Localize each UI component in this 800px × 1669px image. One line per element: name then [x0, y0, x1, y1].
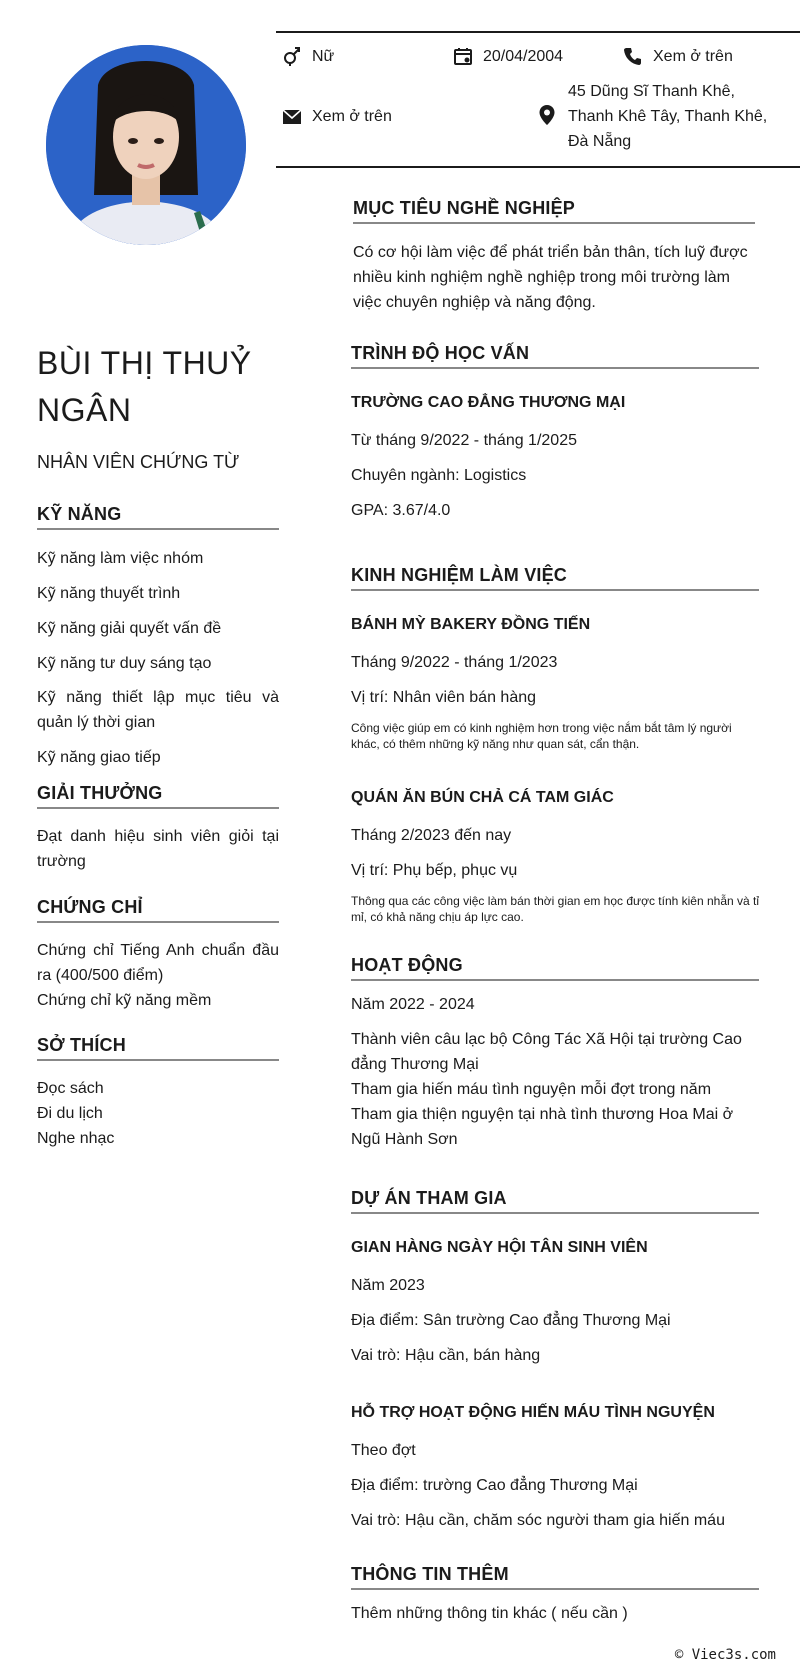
section-heading: MỤC TIÊU NGHỀ NGHIỆP [353, 196, 755, 224]
location-pin-icon [538, 104, 556, 126]
project-name: GIAN HÀNG NGÀY HỘI TÂN SINH VIÊN [351, 1239, 648, 1256]
section-heading: THÔNG TIN THÊM [351, 1562, 759, 1590]
awards-section [37, 781, 279, 874]
job-company: QUÁN ĂN BÚN CHẢ CÁ TAM GIÁC [351, 789, 614, 806]
job-title: NHÂN VIÊN CHỨNG TỪ [37, 452, 240, 472]
list-item: Kỹ năng giải quyết vấn đề [37, 620, 222, 637]
list-item: Kỹ năng tư duy sáng tạo [37, 655, 212, 672]
list-item: Đạt danh hiệu sinh viên giỏi tại trường [37, 828, 279, 870]
activities-period: Năm 2022 - 2024 [351, 996, 475, 1013]
list-item: Kỹ năng giao tiếp [37, 749, 161, 766]
list-item: Chứng chỉ Tiếng Anh chuẩn đầu ra (400/500 điểm) [37, 942, 279, 984]
education-gpa: GPA: 3.67/4.0 [351, 502, 451, 519]
portrait-image [46, 45, 246, 245]
extra-info-text: Thêm những thông tin khác ( nếu cần ) [351, 1605, 628, 1622]
list-item: Tham gia hiến máu tình nguyện mỗi đợt trong năm [351, 1081, 712, 1098]
gender-icon [282, 45, 302, 67]
list-item: Tham gia thiện nguyện tại nhà tình thương Hoa Mai ở Ngũ Hành Sơn [351, 1106, 734, 1148]
experience-section [351, 563, 759, 925]
job-position: Vị trí: Phụ bếp, phục vụ [351, 862, 518, 879]
section-heading: KINH NGHIỆM LÀM VIỆC [351, 563, 759, 591]
calendar-icon [453, 46, 473, 66]
section-heading: HOẠT ĐỘNG [351, 953, 759, 981]
education-section [351, 341, 759, 523]
section-heading: GIẢI THƯỞNG [37, 781, 279, 809]
objective-section [353, 196, 755, 315]
extra-info-section [351, 1562, 759, 1626]
job-description: Công việc giúp em có kinh nghiệm hơn trong việc nắm bắt tâm lý người khác, có thêm những kỹ năng như quan sát, cẩn thận. [351, 721, 732, 751]
section-heading: SỞ THÍCH [37, 1033, 279, 1061]
candidate-name: BÙI THỊ THUỶ NGÂN [37, 345, 252, 428]
job-description: Thông qua các công việc làm bán thời gian em học được tính kiên nhẫn và tỉ mỉ, có khả năng chịu áp lực cao. [351, 894, 760, 924]
footer-watermark: © Viec3s.com [674, 1647, 776, 1663]
list-item: Đọc sách [37, 1080, 104, 1097]
hobbies-section [37, 1033, 279, 1151]
list-item: Kỹ năng thuyết trình [37, 585, 181, 602]
certificates-section [37, 895, 279, 1013]
objective-text: Có cơ hội làm việc để phát triển bản thân, tích luỹ được nhiều kinh nghiệm nghề nghiệp trong môi trường làm việc chuyên nghiệp và năng động. [353, 244, 748, 311]
job-period: Tháng 9/2022 - tháng 1/2023 [351, 654, 558, 671]
section-heading: CHỨNG CHỈ [37, 895, 279, 923]
project-role: Vai trò: Hậu cần, chăm sóc người tham gia hiến máu [351, 1512, 725, 1529]
education-major: Chuyên ngành: Logistics [351, 467, 527, 484]
job-period: Tháng 2/2023 đến nay [351, 827, 512, 844]
project-role: Vai trò: Hậu cần, bán hàng [351, 1347, 541, 1364]
project-period: Theo đợt [351, 1442, 416, 1459]
education-period: Từ tháng 9/2022 - tháng 1/2025 [351, 432, 577, 449]
list-item: Nghe nhạc [37, 1130, 115, 1147]
section-heading: TRÌNH ĐỘ HỌC VẤN [351, 341, 759, 369]
list-item: Thành viên câu lạc bộ Công Tác Xã Hội tại trường Cao đẳng Thương Mại [351, 1031, 742, 1073]
job-company: BÁNH MỲ BAKERY ĐỒNG TIẾN [351, 616, 591, 633]
job-position: Vị trí: Nhân viên bán hàng [351, 689, 537, 706]
skills-section [37, 502, 279, 770]
list-item: Kỹ năng làm việc nhóm [37, 550, 204, 567]
profile-photo [46, 45, 246, 245]
activities-section [351, 953, 759, 1152]
contact-bar: Nữ 20/04/2004 Xem ở trên Xem ở trên 45 Dũng Sĩ Thanh Khê, Thanh Khê Tây, Thanh Khê, Đà Nẵng [276, 31, 800, 168]
project-location: Địa điểm: trường Cao đẳng Thương Mại [351, 1477, 638, 1494]
projects-section [351, 1186, 759, 1533]
section-heading: DỰ ÁN THAM GIA [351, 1186, 759, 1214]
project-location: Địa điểm: Sân trường Cao đẳng Thương Mại [351, 1312, 671, 1329]
list-item: Kỹ năng thiết lập mục tiêu và quản lý thời gian [37, 689, 279, 731]
project-name: HỖ TRỢ HOẠT ĐỘNG HIẾN MÁU TÌNH NGUYỆN [351, 1404, 715, 1421]
mail-icon [282, 109, 302, 125]
section-heading: KỸ NĂNG [37, 502, 279, 530]
project-period: Năm 2023 [351, 1277, 425, 1294]
phone-icon [623, 46, 643, 66]
list-item: Đi du lịch [37, 1105, 103, 1122]
school-name: TRƯỜNG CAO ĐẲNG THƯƠNG MẠI [351, 394, 626, 411]
list-item: Chứng chỉ kỹ năng mềm [37, 992, 212, 1009]
